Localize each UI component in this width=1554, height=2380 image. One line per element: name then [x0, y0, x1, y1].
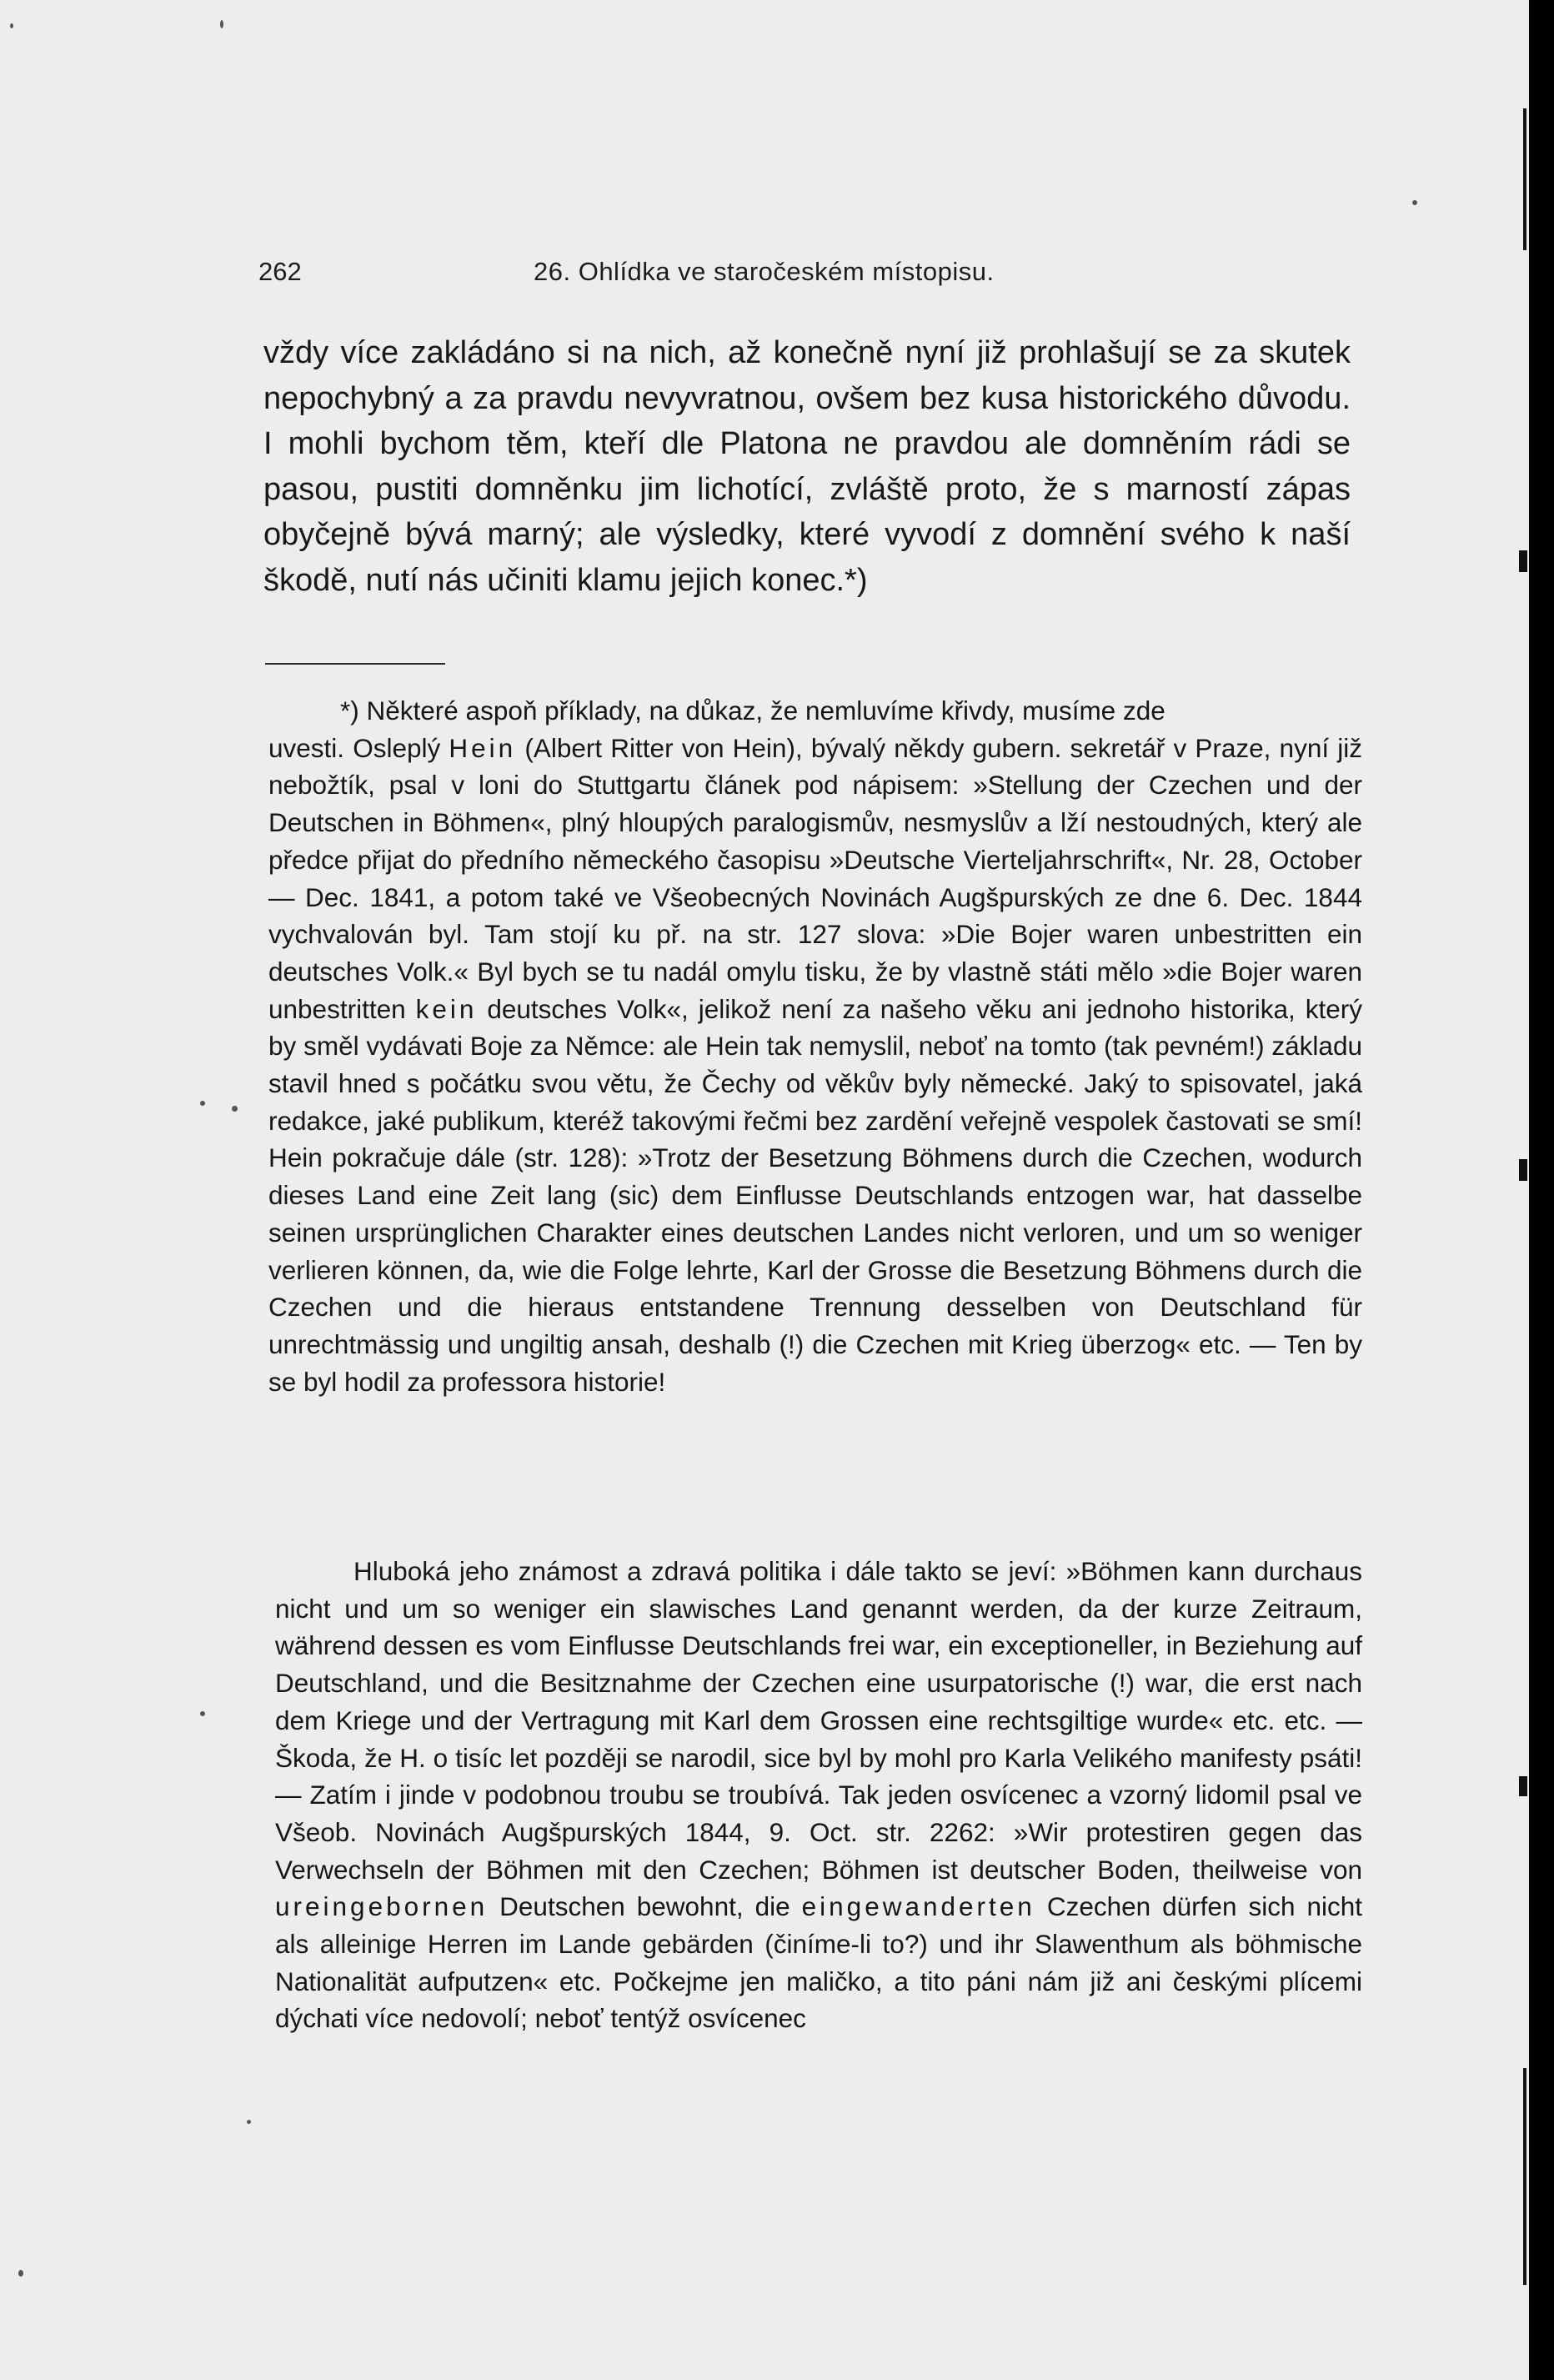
- footnote-kein-spaced: kein: [415, 993, 478, 1024]
- margin-binding-mark: [1519, 1776, 1527, 1796]
- footnote: [268, 692, 1362, 1400]
- scan-speck: [247, 2120, 251, 2124]
- page-number: 262: [258, 257, 302, 286]
- main-paragraph: vždy více zakládáno si na nich, až konečně nyní již prohlašují se za skutek nepochybný a za pravdu nevyvratnou, ovšem bez kusa historického důvodu. I mohli bychom těm, kteří dle Platona ne pravdou ale domněním rádi se pasou, pustiti domněnku jim lichotící, zvláště proto, že s marností zápas obyčejně bývá marný; ale výsledky, které vyvodí z domnění svého k naší škodě, nutí nás učiniti klamu jejich konec.*): [263, 335, 1351, 598]
- margin-binding-mark: [1519, 1159, 1527, 1181]
- second-paragraph-text-2: Deutschen bewohnt, die: [488, 1891, 802, 1922]
- footnote-first-line: *) Některé aspoň příklady, na důkaz, že nemluvíme křivdy, musíme zde: [340, 695, 1166, 726]
- second-paragraph-spaced-1: ureingebornen: [275, 1891, 489, 1922]
- margin-binding-mark: [1523, 108, 1526, 250]
- scan-speck: [200, 1711, 205, 1716]
- scan-border: [1529, 0, 1554, 2380]
- second-paragraph-text-1: Hluboká jeho známost a zdravá politika i dále takto se jeví: »Böhmen kann durchaus nicht und um so weniger ein slawisches Land genannt werden, da der kurze Zeitraum, während dessen es vom Einflusse Deutschlands frei war, ein exceptioneller, in Beziehung auf Deutschland, und die Besitznahme der Czechen eine usurpatorische (!) war, die erst nach dem Kriege und der Vertragung mit Karl dem Grossen eine rechtsgiltige wurde« etc. etc. — Škoda, že H. o tisíc let později se narodil, sice byl by mohl pro Karla Velikého manifesty psáti! — Zatím i jinde v podobnou troubu se troubívá. Tak jeden osvícenec a vzorný lidomil psal ve Všeob. Novinách Augšpurských 1844, 9. Oct. str. 2262: »Wir protestiren gegen das Verwechseln der Böhmen mit den Czechen; Böhmen ist deutscher Boden, theilweise von: [275, 1556, 1362, 1885]
- scan-speck: [200, 1101, 205, 1106]
- scan-speck: [220, 20, 223, 28]
- second-paragraph-spaced-2: eingewanderten: [801, 1891, 1035, 1922]
- footnote-text-3: deutsches Volk«, jelikož není za našeho věku ani jednoho historika, který by směl vydávati Boje za Němce: ale Hein tak nemyslil, neboť na tomto (tak pevném!) základu stavil hned s počátku svou větu, že Čechy od věkův byly německé. Jaký to spisovatel, jaká redakce, jaké publikum, kteréž takovými řečmi bez zardění veřejně vespolek častovati se smí! Hein pokračuje dále (str. 128): »Trotz der Besetzung Böhmens durch die Czechen, wodurch dieses Land eine Zeit lang (sic) dem Einflusse Deutschlands entzogen war, hat dasselbe seinen ursprünglichen Charakter eines deutschen Landes nicht verloren, und um so weniger verlieren können, da, wie die Folge lehrte, Karl der Grosse die Besetzung Böhmens durch die Czechen und die hieraus entstandene Trennung desselben von Deutschland für unrechtmässig und ungiltig ansah, deshalb (!) die Czechen mit Krieg überzog« etc. — Ten by se byl hodil za professora historie!: [268, 993, 1363, 1397]
- second-paragraph-text-3: Czechen dürfen sich nicht als alleinige Herren im Lande gebärden (činíme-li to?) und ihr Slawenthum als böhmische Nationalität aufputzen« etc. Počkejme jen maličko, a tito páni nám již ani českými plícemi dýchati více nedovolí; neboť tentýž osvícenec: [275, 1891, 1363, 2034]
- margin-binding-mark: [1519, 550, 1527, 572]
- scan-speck: [1412, 200, 1417, 205]
- running-head: 26. Ohlídka ve staročeském místopisu.: [534, 257, 995, 286]
- second-paragraph: [275, 1553, 1362, 2037]
- scan-speck: [18, 2270, 23, 2277]
- footnote-divider: [265, 663, 445, 665]
- footnote-text-2: (Albert Ritter von Hein), bývalý někdy gubern. sekretář v Praze, nyní již nebožtík, psal v loni do Stuttgartu článek pod nápisem: »Stellung der Czechen und der Deutschen in Böhmen«, plný hloupých paralogismův, nesmyslův a lží nestoudných, který ale předce přijat do předního německého časopisu »Deutsche Vierteljahrschrift«, Nr. 28, October — Dec. 1841, a potom také ve Všeobecných Novinách Augšpurských ze dne 6. Dec. 1844 vychvalován byl. Tam stojí ku př. na str. 127 slova: »Die Bojer waren unbestritten ein deutsches Volk.« Byl bych se tu nadál omylu tisku, že by vlastně státi mělo »die Bojer waren unbestritten: [268, 732, 1362, 1024]
- page-header: [258, 257, 1359, 294]
- margin-binding-mark: [1523, 2068, 1526, 2285]
- scan-speck: [232, 1106, 238, 1112]
- scan-speck: [10, 23, 13, 28]
- footnote-text-1: uvesti. Osleplý: [268, 732, 449, 763]
- footnote-name-spaced: Hein: [449, 732, 517, 763]
